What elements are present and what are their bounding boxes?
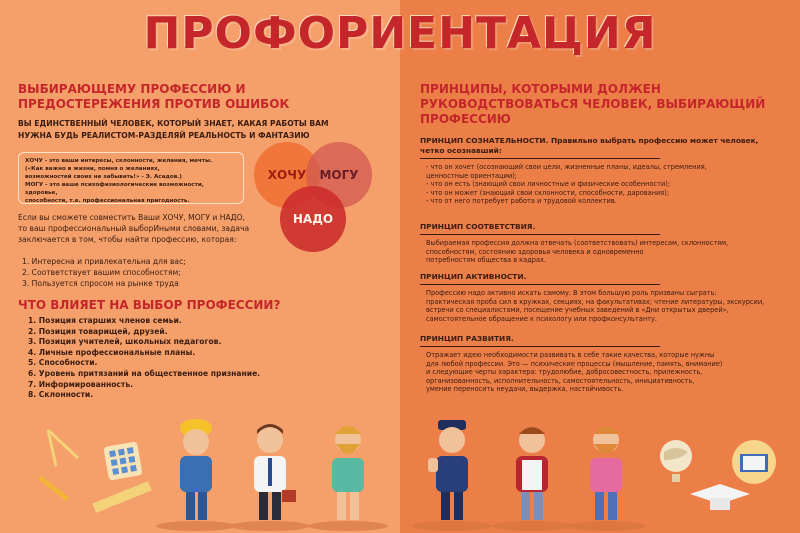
body-line: Профессию надо активно искать самому. В этом большую роль призваны сыграть: (426, 289, 717, 297)
body-line: умение переносить неудачи, выдержка, настойчивость. (426, 385, 624, 394)
quote-line: ХОЧУ - это ваши интересы, склонности, желания, мечты. (25, 158, 213, 164)
body-line: - что он может (знающий свои склонности, способности, дарования); (426, 188, 670, 197)
compass-icon (48, 430, 78, 466)
left-paragraph: Если вы сможете совместить Ваши ХОЧУ, МОГУ и НАДО, то ваш профессиональный выборИными словами, задача заключается в том, чтобы найти профессию, которая: (18, 213, 250, 244)
principle-development (420, 334, 784, 394)
list-item: 3. Позиция учителей, школьных педагогов. (28, 337, 222, 347)
list-item: 7. Информированность. (28, 379, 134, 389)
builder-figure (180, 419, 212, 520)
list-item: 1. Интересна и привлекательна для вас; (22, 257, 186, 266)
quote-line: МОГУ - это ваше психофизиологические возможности, здоровье, (25, 182, 204, 196)
quote-line: способности, т.е. профессиональная пригодность. (25, 198, 190, 204)
principle-consciousness (420, 136, 784, 206)
list-item: 2. Соответствует вашим способностям; (22, 268, 181, 277)
list-item: 1. Позиция старших членов семьи. (28, 316, 182, 325)
principle-activity (420, 272, 784, 323)
list-item: 5. Способности. (28, 358, 98, 368)
divider (420, 158, 660, 159)
calculator-icon (103, 441, 142, 480)
quote-line: возможностей своих не забывать!» - Э. Асадов.) (25, 174, 182, 180)
divider (420, 234, 660, 235)
body-line: Отражает идею необходимости развивать в себе такие качества, которые нужны (426, 351, 715, 359)
principle-body (420, 163, 784, 206)
police-figure (428, 420, 468, 520)
requirements-list (22, 256, 262, 289)
page-title: ПРОФОРИЕНТАЦИЯ (143, 8, 657, 59)
body-line: для любой профессии. Это — психические процессы (мышление, память, внимание) (426, 359, 723, 368)
hipster-figure (332, 426, 364, 520)
divider (420, 346, 660, 347)
list-item: 8. Склонности. (28, 390, 94, 400)
body-line: - что он есть (знающий свои личностные и физические особенности); (426, 180, 671, 189)
body-line: - что он хочет (осознающий свои цели, жизненные планы, идеалы, стремления, (426, 163, 707, 171)
worker-figure (516, 427, 548, 520)
circle-need: НАДО (280, 186, 346, 252)
body-line: организованность, исполнительность, самостоятельность, инициативность, (426, 376, 695, 385)
list-item: 2. Позиция товарищей, друзей. (28, 326, 168, 336)
body-line: встречи со специалистами, посещение учебных заведений в «Дни открытых дверей», (426, 306, 729, 315)
quote-box (18, 152, 244, 204)
graduation-cap-icon (690, 484, 750, 510)
body-line: способностям, состоянию здоровья человека и одновременно (426, 247, 644, 256)
divider (420, 284, 660, 285)
right-heading: ПРИНЦИПЫ, КОТОРЫМИ ДОЛЖЕН РУКОВОДСТВОВАТЬСЯ ЧЕЛОВЕК, ВЫБИРАЮЩИЙ ПРОФЕССИЮ (420, 82, 766, 126)
principle-heading: ПРИНЦИП РАЗВИТИЯ. (420, 334, 514, 343)
principle-body (420, 351, 784, 394)
factors-heading: ЧТО ВЛИЯЕТ НА ВЫБОР ПРОФЕССИИ? (18, 298, 281, 312)
principle-heading: ПРИНЦИП СООТВЕТСТВИЯ. (420, 222, 536, 231)
circle-want: ХОЧУ (254, 142, 320, 208)
book-icon (732, 440, 776, 484)
principle-body (420, 289, 784, 323)
body-line: практическая проба сил в кружках, секциях, на факультативах; чтение литературы, экскурсии, (426, 297, 765, 306)
list-item: 3. Пользуется спросом на рынке труда (22, 279, 179, 288)
body-line: ценностные ориентации); (426, 171, 517, 180)
body-line: самостоятельное обращение к психологу или профконсультанту. (426, 314, 657, 323)
illustration-strip (0, 400, 800, 533)
left-intro: ВЫ ЕДИНСТВЕННЫЙ ЧЕЛОВЕК, КОТОРЫЙ ЗНАЕТ, КАКАЯ РАБОТЫ ВАМ НУЖНА БУДЬ РЕАЛИСТОМ-РАЗДЕЛЯЙ РЕАЛЬНОСТЬ И ФАНТАЗИЮ (18, 119, 329, 140)
principle-correspondence (420, 222, 784, 265)
circle-can: МОГУ (306, 142, 372, 208)
globe-icon (660, 440, 692, 482)
plaid-figure (590, 426, 622, 520)
left-heading: ВЫБИРАЮЩЕМУ ПРОФЕССИЮ И ПРЕДОСТЕРЕЖЕНИЯ ПРОТИВ ОШИБОК (18, 82, 290, 111)
body-line: Выбираемая профессия должна отвечать (соответствовать) интересам, склонностям, (426, 239, 729, 247)
list-item: 6. Уровень притязаний на общественное признание. (28, 368, 261, 378)
list-item: 4. Личные профессиональные планы. (28, 347, 196, 357)
body-line: и следующие черты характера: трудолюбие, добросовестность, прилежность, (426, 368, 703, 377)
factors-list (28, 316, 328, 401)
body-line: потребностям общества в кадрах. (426, 256, 546, 265)
businessman-figure (254, 424, 296, 520)
body-line: - что от него потребует работа и трудовой коллектив. (426, 197, 617, 206)
pencil-icon (38, 475, 69, 501)
quote-line: («Как важно в жизни, помня о желаниях, (25, 166, 160, 172)
principle-body (420, 239, 784, 265)
principle-heading: ПРИНЦИП АКТИВНОСТИ. (420, 272, 527, 281)
ruler-icon (92, 481, 151, 513)
principle-heading: ПРИНЦИП СОЗНАТЕЛЬНОСТИ. Правильно выбрать профессию может человек, четко осознавший: (420, 136, 759, 155)
